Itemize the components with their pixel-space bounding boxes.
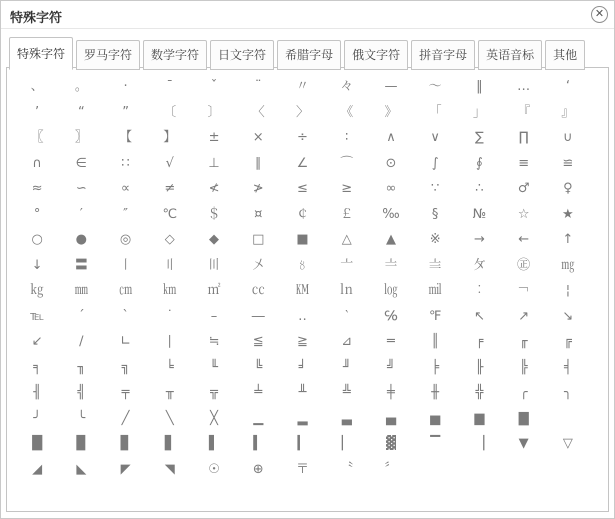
char-cell[interactable]: ↘ — [562, 308, 574, 324]
char-cell[interactable]: ▎ — [297, 436, 308, 452]
char-cell[interactable]: ● — [75, 232, 87, 248]
char-cell[interactable]: ╰ — [77, 410, 86, 426]
char-cell[interactable]: ╚ — [254, 359, 263, 375]
char-cell[interactable]: ∠ — [296, 155, 309, 171]
char-cell[interactable]: 〉 — [295, 104, 309, 120]
char-cell[interactable]: ≮ — [208, 181, 220, 197]
char-cell[interactable]: ╬ — [475, 385, 484, 401]
char-cell[interactable]: ˉ — [166, 79, 174, 95]
tab-bar — [9, 37, 610, 68]
char-cell[interactable]: 〞 — [384, 461, 398, 477]
tab-pinyin[interactable]: 拼音字母 — [411, 40, 475, 70]
char-cell[interactable]: ╛ — [298, 359, 307, 375]
char-cell[interactable]: ￢ — [517, 283, 531, 299]
char-cell[interactable]: △ — [341, 232, 352, 248]
char-cell[interactable]: 〗 — [74, 130, 88, 146]
char-cell[interactable]: ㏄ — [251, 283, 265, 299]
char-cell[interactable]: ╦ — [210, 385, 218, 401]
tab-roman[interactable]: 罗马字符 — [76, 40, 140, 70]
char-cell[interactable]: ≧ — [297, 334, 308, 350]
char-cell[interactable]: █ — [32, 436, 43, 452]
char-cell[interactable]: ¨ — [255, 79, 262, 95]
char-cell[interactable]: ■ — [296, 232, 309, 248]
char-cell[interactable]: 「 — [428, 104, 442, 120]
char-cell[interactable]: ∟ — [120, 334, 132, 350]
char-cell[interactable]: ▅ — [430, 410, 441, 426]
char-cell[interactable]: ‥ — [298, 308, 307, 324]
char-cell[interactable]: ╯ — [33, 410, 42, 426]
char-cell[interactable]: 〣 — [207, 257, 221, 273]
char-cell[interactable]: → — [473, 232, 485, 248]
char-cell[interactable]: ▋ — [164, 436, 175, 452]
char-cell[interactable]: ▕ — [474, 436, 485, 452]
char-cell[interactable]: ╠ — [519, 359, 528, 375]
char-cell[interactable]: 〥 — [295, 257, 309, 273]
char-cell[interactable]: ’ — [35, 104, 40, 120]
char-cell[interactable]: ∑ — [475, 130, 484, 146]
char-cell[interactable]: ╓ — [519, 334, 528, 350]
char-cell[interactable]: § — [431, 206, 439, 222]
close-icon[interactable]: ✕ — [591, 6, 608, 23]
char-cell[interactable]: ° — [33, 206, 41, 222]
char-cell[interactable]: ∣ — [166, 334, 174, 350]
char-cell[interactable]: ▏ — [341, 436, 352, 452]
char-cell[interactable]: ※ — [429, 232, 441, 248]
char-cell[interactable]: ╒ — [475, 334, 484, 350]
char-cell[interactable]: ‖ — [476, 79, 483, 95]
char-cell[interactable]: ＄ — [207, 206, 221, 222]
char-cell[interactable]: ″ — [123, 206, 128, 222]
char-cell[interactable]: ℉ — [428, 308, 442, 324]
char-cell[interactable]: ║ — [431, 334, 440, 350]
char-cell[interactable]: ╲ — [165, 410, 174, 426]
char-cell[interactable]: 〝 — [340, 461, 354, 477]
char-cell[interactable]: 々 — [340, 79, 354, 95]
char-cell[interactable]: 《 — [340, 104, 354, 120]
char-cell[interactable]: ╧ — [254, 385, 263, 401]
char-cell[interactable]: ‵ — [345, 308, 349, 324]
char-cell[interactable]: × — [252, 130, 264, 146]
char-cell[interactable]: ∮ — [476, 155, 483, 171]
char-cell[interactable]: ¦ — [565, 283, 571, 299]
char-cell[interactable]: ∪ — [563, 130, 573, 146]
char-cell[interactable]: ” — [122, 104, 129, 120]
char-cell[interactable]: ≯ — [252, 181, 264, 197]
char-cell[interactable]: ∶ — [345, 130, 349, 146]
char-cell[interactable]: ╥ — [165, 385, 174, 401]
char-cell[interactable]: ◤ — [120, 461, 131, 477]
tab-math[interactable]: 数学字符 — [143, 40, 207, 70]
char-cell[interactable]: ═ — [387, 334, 395, 350]
char-cell[interactable]: ╱ — [121, 410, 130, 426]
char-cell[interactable]: ▁ — [253, 410, 264, 426]
char-cell[interactable]: ‘ — [565, 79, 570, 95]
char-cell[interactable]: ≡ — [518, 155, 530, 171]
char-cell[interactable]: 『 — [517, 104, 531, 120]
char-cell[interactable]: ˋ — [122, 308, 129, 324]
char-cell[interactable]: ˙ — [166, 308, 174, 324]
char-cell[interactable]: □ — [252, 232, 265, 248]
char-cell[interactable]: ╔ — [563, 334, 572, 350]
char-cell[interactable]: … — [517, 79, 531, 95]
char-cell[interactable]: ╖ — [77, 359, 86, 375]
char-cell[interactable]: ♀ — [563, 181, 573, 197]
char-cell[interactable]: ╙ — [210, 359, 218, 375]
char-cell[interactable]: ╘ — [165, 359, 174, 375]
char-cell[interactable]: “ — [77, 104, 85, 120]
char-cell[interactable]: ≤ — [297, 181, 308, 197]
char-cell[interactable]: 【 — [119, 130, 133, 146]
char-cell[interactable]: ⌒ — [340, 155, 354, 171]
char-cell[interactable]: ▄ — [385, 410, 396, 426]
char-cell[interactable]: ㏒ — [384, 283, 398, 299]
char-cell[interactable]: ↓ — [31, 257, 43, 273]
char-cell[interactable]: ㏑ — [340, 283, 354, 299]
char-cell[interactable]: ㏎ — [295, 283, 309, 299]
char-cell[interactable]: √ — [165, 155, 174, 171]
tab-russian[interactable]: 俄文字符 — [344, 40, 408, 70]
char-cell[interactable]: ↑ — [562, 232, 574, 248]
char-cell[interactable]: ― — [251, 308, 265, 324]
char-cell[interactable]: 〈 — [251, 104, 265, 120]
char-cell[interactable]: ￠ — [295, 206, 309, 222]
char-cell[interactable]: ▔ — [430, 436, 441, 452]
char-cell[interactable]: ╫ — [431, 385, 440, 401]
char-cell[interactable]: 〦 — [340, 257, 354, 273]
char-cell[interactable]: ∝ — [120, 181, 131, 197]
char-cell[interactable]: 〢 — [163, 257, 177, 273]
char-cell[interactable]: ☆ — [517, 206, 530, 222]
char-cell[interactable]: ╞ — [431, 359, 440, 375]
char-cell[interactable]: ╗ — [121, 359, 130, 375]
char-cell[interactable]: ∷ — [121, 155, 130, 171]
char-grid — [7, 68, 608, 482]
char-cell[interactable]: ╭ — [519, 385, 528, 401]
char-cell[interactable]: ˊ — [78, 308, 85, 324]
char-cell[interactable]: 〒 — [295, 461, 309, 477]
char-cell[interactable]: ÷ — [297, 130, 308, 146]
char-cell[interactable]: ◢ — [32, 461, 43, 477]
char-cell[interactable]: 〃 — [295, 79, 309, 95]
char-cell[interactable]: ▂ — [297, 410, 308, 426]
char-cell[interactable]: ± — [208, 130, 220, 146]
char-cell[interactable]: ╳ — [210, 410, 218, 426]
char-cell[interactable]: 〔 — [163, 104, 177, 120]
char-cell[interactable]: ╮ — [563, 385, 572, 401]
char-cell[interactable]: ⊿ — [341, 334, 353, 350]
char-cell[interactable]: ˇ — [210, 79, 218, 95]
char-cell[interactable]: ▌ — [209, 436, 220, 452]
char-cell[interactable]: ◆ — [209, 232, 220, 248]
char-cell[interactable]: ‰ — [382, 206, 400, 222]
char-cell[interactable]: — — [384, 79, 398, 95]
char-cell[interactable]: ≒ — [208, 334, 220, 350]
char-cell[interactable]: 〩 — [472, 257, 486, 273]
char-cell-empty — [546, 406, 590, 432]
char-cell[interactable]: ∩ — [32, 155, 42, 171]
char-cell[interactable]: ╣ — [77, 385, 86, 401]
char-cell[interactable]: ▃ — [341, 410, 352, 426]
char-cell[interactable]: · — [123, 79, 128, 95]
tab-greek[interactable]: 希腊字母 — [277, 40, 341, 70]
char-cell[interactable]: ╝ — [387, 359, 395, 375]
char-cell[interactable]: ⊕ — [252, 461, 264, 477]
char-cell[interactable]: ♂ — [517, 181, 530, 197]
char-cell[interactable]: ∕ — [79, 334, 84, 350]
dialog-title: 特殊字符 — [10, 10, 63, 25]
char-cell[interactable]: ▊ — [120, 436, 131, 452]
char-cell[interactable]: ⊙ — [385, 155, 397, 171]
char-cell[interactable]: ◎ — [119, 232, 132, 248]
char-cell[interactable]: ∥ — [255, 155, 262, 171]
char-cell[interactable]: 〨 — [428, 257, 442, 273]
char-cell[interactable]: ▓ — [385, 436, 396, 452]
char-cell[interactable]: ℡ — [30, 308, 45, 324]
char-cell[interactable]: ▉ — [76, 436, 87, 452]
char-cell[interactable]: ≌ — [562, 155, 574, 171]
char-cell[interactable]: 〡 — [119, 257, 133, 273]
char-cell[interactable]: ≥ — [341, 181, 353, 197]
char-cell[interactable]: 〕 — [207, 104, 221, 120]
char-cell[interactable]: ∵ — [431, 181, 440, 197]
char-cell[interactable]: ╩ — [342, 385, 351, 401]
char-cell[interactable]: ╤ — [121, 385, 130, 401]
char-cell[interactable]: ￡ — [340, 206, 354, 222]
tab-phonetic[interactable]: 英语音标 — [478, 40, 542, 70]
char-cell[interactable]: 』 — [561, 104, 575, 120]
tab-other[interactable]: 其他 — [545, 40, 585, 70]
char-cell[interactable]: ∽ — [75, 181, 87, 197]
dialog-titlebar — [1, 1, 614, 29]
char-cell[interactable]: 】 — [163, 130, 177, 146]
char-cell[interactable]: ← — [518, 232, 530, 248]
char-cell[interactable]: ′ — [79, 206, 83, 222]
char-cell[interactable]: – — [210, 308, 218, 324]
char-cell[interactable]: 〧 — [384, 257, 398, 273]
char-cell[interactable]: ▽ — [562, 436, 573, 452]
char-cell[interactable]: ◣ — [76, 461, 87, 477]
char-cell[interactable]: ℅ — [384, 308, 398, 324]
char-cell[interactable]: ▼ — [518, 436, 529, 452]
char-cell[interactable]: ℃ — [162, 206, 178, 222]
char-cell[interactable]: 、 — [30, 79, 44, 95]
char-cell[interactable]: ㎞ — [163, 283, 177, 299]
char-cell[interactable]: ○ — [31, 232, 43, 248]
char-cell[interactable]: ╢ — [33, 385, 42, 401]
char-cell[interactable]: 》 — [384, 104, 398, 120]
char-cell[interactable]: ╨ — [298, 385, 307, 401]
char-cell[interactable]: № — [472, 206, 487, 222]
char-cell[interactable]: ★ — [562, 206, 574, 222]
char-cell[interactable]: ∴ — [475, 181, 484, 197]
char-cell[interactable]: ↙ — [31, 334, 43, 350]
char-cell[interactable]: ◥ — [164, 461, 175, 477]
char-cell[interactable]: ∈ — [75, 155, 87, 171]
char-cell[interactable]: ㏕ — [428, 283, 442, 299]
char-cell[interactable]: ～ — [428, 79, 442, 95]
char-cell[interactable]: ¤ — [254, 206, 263, 222]
char-cell[interactable]: 。 — [74, 79, 88, 95]
char-cell[interactable]: ▍ — [253, 436, 264, 452]
char-cell[interactable]: ︰ — [472, 283, 486, 299]
char-cell[interactable]: ⊥ — [208, 155, 220, 171]
char-cell[interactable]: ㊣ — [517, 257, 531, 273]
char-cell[interactable]: ㎝ — [119, 283, 133, 299]
char-cell[interactable]: ╜ — [342, 359, 351, 375]
char-cell[interactable]: ≈ — [31, 181, 43, 197]
char-cell[interactable]: ∫ — [431, 155, 439, 171]
tab-special-chars[interactable]: 特殊字符 — [9, 37, 73, 70]
char-cell[interactable]: ╡ — [563, 359, 572, 375]
char-cell[interactable]: 〓 — [74, 257, 88, 273]
char-cell[interactable]: ㎜ — [74, 283, 88, 299]
char-cell[interactable]: ∏ — [518, 130, 529, 146]
char-cell[interactable]: ◇ — [164, 232, 175, 248]
char-cell[interactable]: ㎎ — [561, 257, 575, 273]
char-cell[interactable]: ≦ — [252, 334, 264, 350]
char-cell[interactable]: ∞ — [385, 181, 397, 197]
char-cell[interactable]: ╟ — [475, 359, 484, 375]
char-cell[interactable]: 〖 — [30, 130, 44, 146]
tab-japanese[interactable]: 日文字符 — [210, 40, 274, 70]
char-cell[interactable]: 」 — [472, 104, 486, 120]
char-cell[interactable]: ▆ — [474, 410, 485, 426]
char-cell[interactable]: ↗ — [518, 308, 530, 324]
char-cell[interactable]: ∨ — [430, 130, 440, 146]
char-cell[interactable]: 〤 — [251, 257, 265, 273]
char-cell[interactable]: ≠ — [164, 181, 176, 197]
charset-panel — [6, 67, 609, 512]
char-cell[interactable]: ∧ — [386, 130, 396, 146]
char-cell[interactable]: ╪ — [387, 385, 395, 401]
char-cell[interactable]: ㎏ — [30, 283, 44, 299]
char-cell[interactable]: ☉ — [208, 461, 220, 477]
char-cell[interactable]: ▲ — [385, 232, 396, 248]
char-cell[interactable]: ╕ — [33, 359, 42, 375]
char-cell[interactable]: ▇ — [518, 410, 529, 426]
char-cell[interactable]: ↖ — [473, 308, 485, 324]
char-cell[interactable]: ㎡ — [207, 283, 221, 299]
